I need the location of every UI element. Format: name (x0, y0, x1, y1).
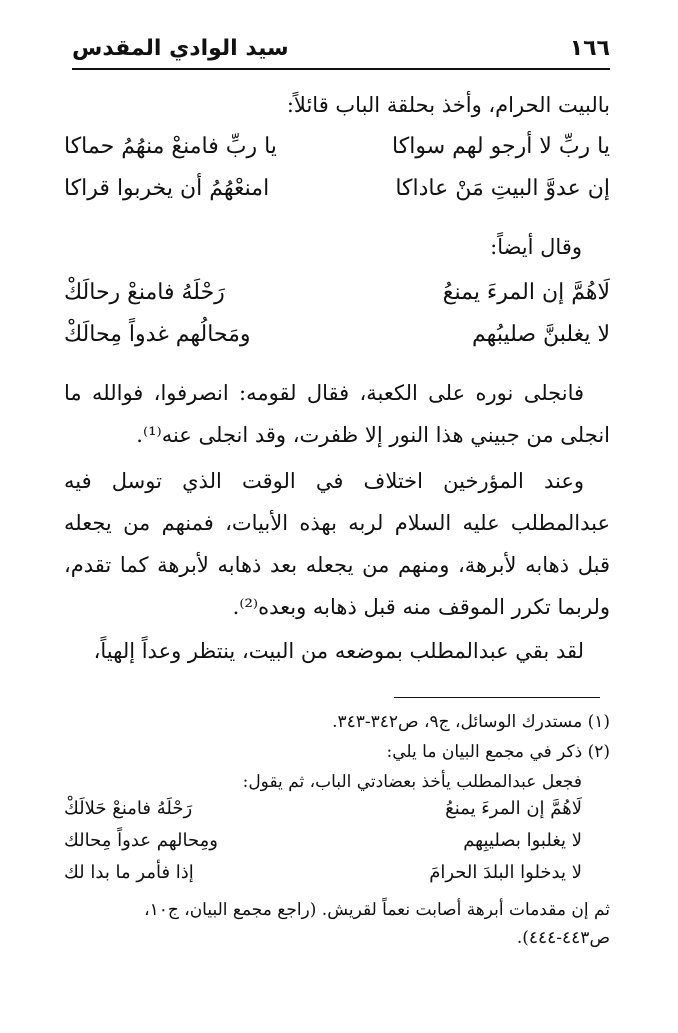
intro-line: بالبيت الحرام، وأخذ بحلقة الباب قائلاً: (286, 93, 610, 117)
paragraph: وعند المؤرخين اختلاف في الوقت الذي توسل فيه عبدالمطلب عليه السلام لربه بهذه الأبيات، فمنهم من يجعله قبل ذهابه لأبرهة، ومنهم من يجعله بعد ذهابه لأبرهة كما تقدم، ولربما تكرر الموقف منه قبل ذهابه وبعده⁽²⁾. (64, 469, 610, 619)
page-header (72, 28, 610, 68)
hemistich: لا يغلبنَّ صليبُهم (472, 322, 610, 347)
also-said-line: وقال أيضاً: (490, 235, 582, 259)
hemistich: لَاهُمَّ إن المرءَ يمنعُ (442, 280, 610, 305)
hemistich: إن عدوَّ البيتِ مَنْ عاداكا (395, 176, 610, 201)
footnote-rule (394, 697, 600, 698)
verse1-line2 (64, 176, 610, 201)
running-title: سيد الوادي المقدس (72, 35, 289, 61)
footnote-2-intro: فجعل عبدالمطلب يأخذ بعضادتي الباب، ثم يقول: (242, 772, 582, 792)
hemistich: إذا فأمر ما بدا لك (64, 862, 194, 883)
paragraph: لقد بقي عبدالمطلب بموضعه من البيت، ينتظر وعداً إلهياً، (93, 639, 584, 663)
hemistich: لَاهُمَّ إن المرءَ يمنعُ (445, 798, 582, 819)
footnote-verse-line3 (64, 862, 582, 883)
hemistich: ومِحالهم عدواً مِحالك (64, 830, 218, 851)
footnote-1: (١) مستدرك الوسائل، ج٩، ص٣٤٢-٣٤٣. (332, 712, 610, 732)
hemistich: لا يغلبوا بصليبِهم (463, 830, 582, 851)
footnote-verse-line2 (64, 830, 582, 851)
paragraph: فانجلى نوره على الكعبة، فقال لقومه: انصرفوا، فوالله ما انجلى من جبيني هذا النور إلا ظفرت، وقد انجلى عنه⁽¹⁾. (64, 381, 610, 447)
hemistich: يا ربِّ لا أرجو لهم سواكا (392, 134, 610, 159)
hemistich: يا ربِّ فامنعْ منهُمُ حماكا (64, 134, 277, 159)
footnote-2-end: ثم إن مقدمات أبرهة أصابت نعماً لقريش. (راجع مجمع البيان، ج١٠، ص٤٤٣-٤٤٤). (144, 900, 610, 948)
hemistich: رَحْلَهُ فامنعْ حَلالَكْ (64, 798, 193, 819)
verse2-line1 (64, 280, 610, 305)
header-rule (72, 68, 610, 70)
footnote-2: (٢) ذكر في مجمع البيان ما يلي: (386, 742, 610, 762)
footnote-verse-line1 (64, 798, 582, 819)
verse1-line1 (64, 134, 610, 159)
verse2-line2 (64, 322, 610, 347)
hemistich: رَحْلَهُ فامنعْ رحالَكْ (64, 280, 225, 305)
hemistich: ومَحالُهم غدواً مِحالَكْ (64, 322, 251, 347)
page-number: ١٦٦ (569, 35, 610, 61)
hemistich: لا يدخلوا البلدَ الحرامَ (429, 862, 582, 883)
hemistich: امنعْهُمُ أن يخربوا قراكا (64, 176, 270, 201)
